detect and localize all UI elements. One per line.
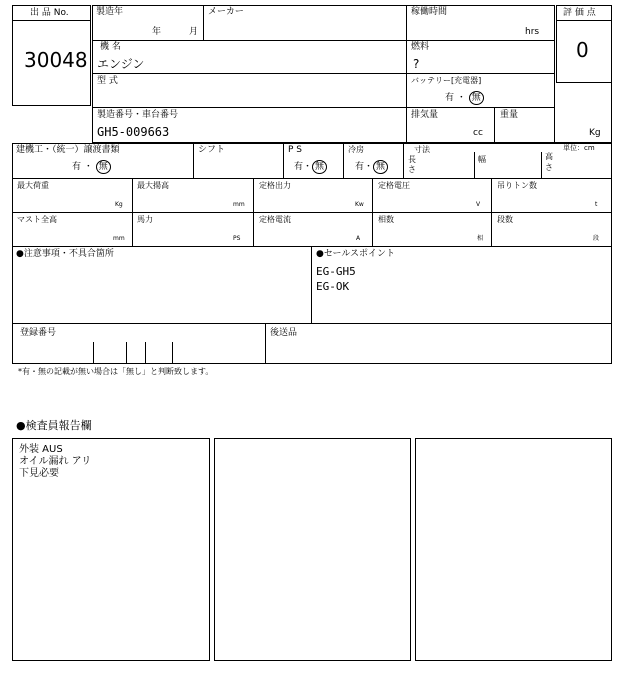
hp-label: 馬力 xyxy=(137,215,153,224)
hours-unit: hrs xyxy=(525,27,540,37)
shift-label: シフト xyxy=(198,145,226,155)
weight-label: 重量 xyxy=(500,110,519,120)
height-label-1: 高 xyxy=(545,152,553,161)
mfg-year-label: 製造年 xyxy=(96,7,124,17)
caution-label: ●注意事項・不具合箇所 xyxy=(16,249,114,259)
rated-current-unit: A xyxy=(356,235,361,242)
maker-label: メーカー xyxy=(208,7,244,17)
max-load-label: 最大荷重 xyxy=(17,181,49,190)
max-load-unit: Kg xyxy=(115,201,123,208)
reg-no-label: 登録番号 xyxy=(20,328,57,338)
inspector-title: ●検査員報告欄 xyxy=(16,419,92,432)
cool-no-circled: 無 xyxy=(373,160,388,174)
cool-sep: ・ xyxy=(364,162,374,172)
sales-point-label: ●セールスポイント xyxy=(316,249,396,259)
cool-yes: 有 xyxy=(355,162,365,172)
inspector-line-1: 外装 AUS xyxy=(19,444,63,455)
inspector-line-3: 下見必要 xyxy=(19,468,59,479)
header-table xyxy=(92,5,555,143)
sales-point-line-2: EG-OK xyxy=(316,280,350,293)
inspector-box-3 xyxy=(415,438,612,661)
cert-yes: 有 xyxy=(72,162,82,172)
fuel-label: 燃料 xyxy=(411,42,430,52)
length-label-1: 長 xyxy=(408,155,416,164)
item-no-label: 出 品 No. xyxy=(30,8,69,18)
item-no-value: 30048 xyxy=(24,48,88,72)
cool-label: 冷房 xyxy=(348,145,364,154)
hoist-unit: t xyxy=(595,201,598,208)
inspector-box-2 xyxy=(214,438,411,661)
max-lift-label: 最大揚高 xyxy=(137,181,169,190)
fuel-value: ? xyxy=(413,57,420,71)
model-value: エンジン xyxy=(97,57,145,71)
ps-option xyxy=(294,160,327,174)
sales-point-line-1: EG-GH5 xyxy=(316,265,356,278)
cool-option xyxy=(355,160,388,174)
spec-table xyxy=(12,143,612,247)
battery-no-circled: 無 xyxy=(469,91,484,105)
battery-sep: ・ xyxy=(456,93,466,103)
phase-label: 相数 xyxy=(378,215,394,224)
year-unit: 年 xyxy=(152,27,162,37)
hoist-label: 吊りトン数 xyxy=(497,181,537,190)
displacement-unit: cc xyxy=(473,128,483,138)
footnote: *有・無の記載が無い場合は「無し」と判断致します。 xyxy=(18,367,214,376)
width-label: 幅 xyxy=(478,155,486,164)
battery-label: バッテリー[充電器] xyxy=(411,76,482,85)
mast-label: マスト全高 xyxy=(17,215,57,224)
inspector-line-2: オイル漏れ アリ xyxy=(19,456,92,467)
height-label-2: さ xyxy=(545,163,553,172)
rated-voltage-unit: V xyxy=(476,201,481,208)
displacement-label: 排気量 xyxy=(411,110,439,120)
ps-no-circled: 無 xyxy=(312,160,327,174)
serial-label: 製造番号・車台番号 xyxy=(97,110,179,120)
hours-label: 稼働時間 xyxy=(411,7,448,17)
registration-table xyxy=(12,323,612,364)
rated-output-label: 定格出力 xyxy=(259,181,291,190)
rating-value: 0 xyxy=(576,38,589,62)
ps-label: P S xyxy=(288,145,303,155)
hp-unit: PS xyxy=(233,235,241,242)
phase-unit: 相 xyxy=(477,235,484,242)
weight-unit: Kg xyxy=(589,128,601,138)
stages-unit: 段 xyxy=(593,235,600,242)
ps-sep: ・ xyxy=(303,162,313,172)
dim-label: 寸法 xyxy=(414,145,430,154)
max-lift-unit: mm xyxy=(233,201,245,208)
model-label: 機 名 xyxy=(100,42,121,52)
serial-value: GH5-009663 xyxy=(97,125,170,139)
rated-current-label: 定格電流 xyxy=(259,215,291,224)
battery-option xyxy=(445,91,484,105)
type-label: 型 式 xyxy=(97,76,118,86)
length-label-2: さ xyxy=(408,165,416,174)
ps-yes: 有 xyxy=(294,162,304,172)
ship-later-label: 後送品 xyxy=(270,328,298,338)
dim-unit: 単位：cm xyxy=(563,144,595,152)
stages-label: 段数 xyxy=(497,215,513,224)
cert-option xyxy=(72,160,111,174)
battery-yes: 有 xyxy=(445,93,455,103)
rated-output-unit: Kw xyxy=(355,201,364,208)
cert-no-circled: 無 xyxy=(96,160,111,174)
month-unit: 月 xyxy=(189,27,199,37)
mast-unit: mm xyxy=(113,235,125,242)
rated-voltage-label: 定格電圧 xyxy=(378,181,410,190)
cert-sep: ・ xyxy=(83,162,93,172)
cert-label: 建機工・（統一）譲渡書類 xyxy=(16,145,120,155)
rating-label: 評 価 点 xyxy=(563,8,596,18)
